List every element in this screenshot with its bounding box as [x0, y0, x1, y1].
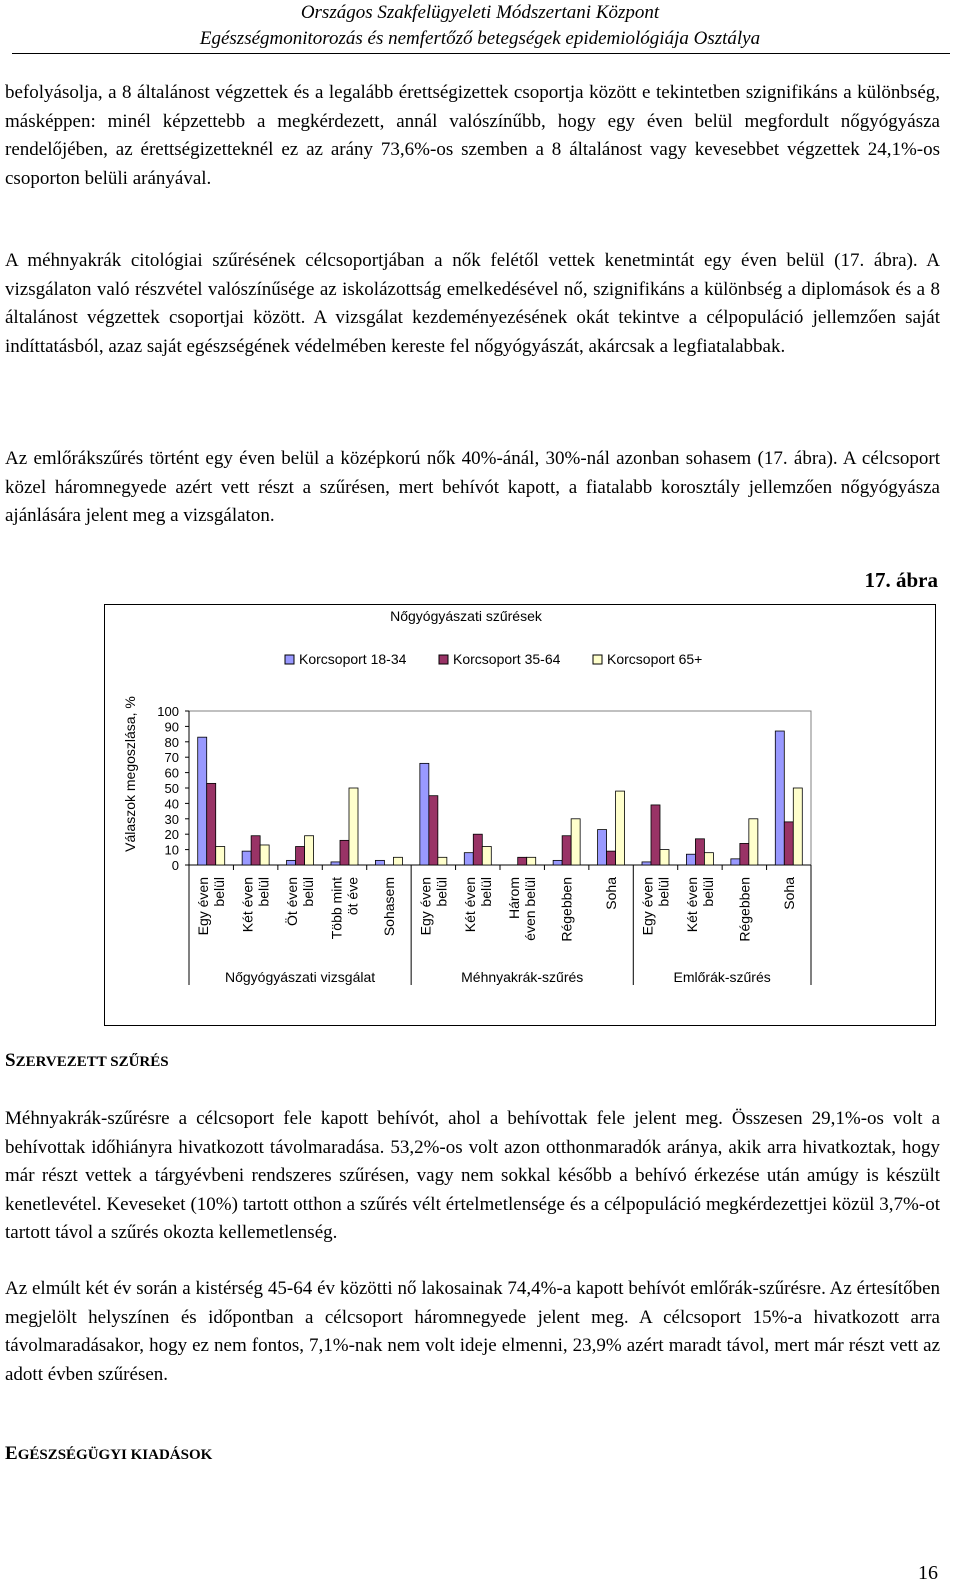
bar [651, 805, 660, 865]
bar [287, 860, 296, 865]
section-2-initial: E [5, 1443, 18, 1464]
page-header [0, 0, 960, 52]
y-tick-label: 20 [164, 827, 179, 843]
group-label: Emlőrák-szűrés [673, 969, 771, 985]
y-tick-label: 100 [157, 704, 179, 719]
legend-label-1: Korcsoport 18-34 [299, 651, 407, 667]
bar [704, 853, 713, 865]
bar [642, 862, 651, 865]
paragraph-4: Méhnyakrák-szűrésre a célcsoport fele kapott behívót, ahol a behívottak fele jelent meg. Összesen 29,1%-os volt a behívottak időhiányra hivatkozott távolmaradása. 53,2%-os volt azon otthonmaradók aránya, akik arra hivatkoztak, hogy már részt vettek a tárgyévbeni rendszeres szűrésen, vagy nem sokkal később a behívó érkezése után amúgy is készült kenetlevétel. Keveseket (10%) tartott otthon a szűrés vélt értelmetlensége és a célpopuláció megkérdezettjei közül 3,7%-ot tartott távol a szűrés okozta kellemetlenség. [5, 1108, 940, 1243]
y-tick-label: 0 [171, 858, 179, 873]
bar [775, 731, 784, 865]
bar [731, 859, 740, 865]
legend-swatch-3 [593, 655, 602, 664]
legend-swatch-1 [285, 655, 294, 664]
legend-swatch-2 [439, 655, 448, 664]
bar [607, 851, 616, 865]
bar [429, 796, 438, 865]
header-line-2: Egészségmonitorozás és nemfertőző betegségek epidemiológiája Osztálya [199, 28, 761, 49]
x-tick-label: éven belül [522, 877, 539, 941]
bar [784, 822, 793, 865]
bar [562, 836, 571, 865]
y-tick-label: 70 [164, 750, 179, 766]
x-tick-label: Régebben [736, 877, 753, 942]
y-tick-label: 10 [164, 842, 179, 858]
bar [695, 839, 704, 865]
header-line-1: Országos Szakfelügyeleti Módszertani Központ [300, 2, 660, 23]
section-heading-health-expenditure [5, 1443, 212, 1465]
bar [242, 851, 251, 865]
bar [660, 850, 669, 865]
section-2-rest: GÉSZSÉGÜGYI KIADÁSOK [17, 1447, 213, 1463]
x-tick-label: belül [699, 877, 716, 907]
group-label: Nőgyógyászati vizsgálat [224, 969, 376, 985]
bar [616, 791, 625, 865]
paragraph-3: Az emlőrákszűrés történt egy éven belül a középkorú nők 40%-ánál, 30%-nál azonban sohasem (17. ábra). A célcsoport közel háromnegyede azért vett részt a szűrésen, mert behívót kapott, a fiatalabb korosztály jellemzően nőgyógyásza ajánlására jelent meg a vizsgálaton. [5, 448, 940, 526]
y-axis-label: Válaszok megoszlása, % [122, 696, 138, 852]
x-tick-label: Soha [603, 877, 620, 910]
paragraph-5: Az elmúlt két év során a kistérség 45-64 év közötti nő lakosainak 74,4%-a kapott behívót emlőrák-szűrésre. Az értesítőben megjelölt helyszínen és időpontban a célcsoport háromnegyede jelent meg. A célcsoport 15%-a hivatkozott arra távolmaradásakor, hogy ez nem fontos, 7,1%-nak nem volt ideje elmenni, 23,9% azért maradt távol, mert már részt vett az adott évben szűrésen. [5, 1278, 940, 1385]
bar [198, 737, 207, 865]
paragraph-1: befolyásolja, a 8 általánost végzettek és a legalább érettségizettek csoportja között e tekintetben szignifikáns a különbség, másképpen: minél képzettebb a megkérdezett, annál valószínűbb, hogy egy éven belül megfordult nőgyógyásza rendelőjében, az érettségizetteknél ez az arány 73,6%-os szemben a 8 általánost vagy kevesebbet végzettek 24,1%-os csoporton belüli arányával. [5, 82, 940, 189]
bar [438, 857, 447, 865]
x-tick-label: belül [211, 877, 228, 907]
x-tick-label: Több mint [328, 877, 345, 940]
x-tick-label: belül [433, 877, 450, 907]
chart-title: Nőgyógyászati szűrések [390, 608, 542, 624]
y-tick-label: 30 [164, 811, 179, 827]
header-divider [12, 53, 950, 54]
y-tick-label: 60 [164, 765, 179, 781]
x-tick-label: Két éven [239, 877, 256, 933]
bar [482, 847, 491, 865]
bar [518, 857, 527, 865]
x-tick-label: Régebben [558, 877, 575, 942]
bar [340, 840, 349, 865]
bar [349, 788, 358, 865]
bar [296, 847, 305, 865]
section-1-rest: ZERVEZETT SZŰRÉS [15, 1054, 169, 1070]
bar [216, 847, 225, 865]
x-tick-label: belül [300, 877, 317, 907]
bar [571, 819, 580, 865]
x-tick-label: Egy éven [417, 877, 434, 936]
x-tick-label: Öt éven [284, 877, 301, 927]
y-tick-label: 50 [164, 781, 179, 796]
section-1-initial: S [5, 1050, 16, 1071]
page-number: 16 [918, 1562, 938, 1584]
bar [473, 834, 482, 865]
x-tick-label: Sohasem [380, 877, 397, 937]
x-tick-label: belül [477, 877, 494, 907]
x-tick-label: Soha [780, 877, 797, 910]
bar-chart [105, 605, 935, 1025]
bar [686, 854, 695, 865]
bar [251, 836, 260, 865]
bar [527, 857, 536, 865]
x-tick-label: Két éven [683, 877, 700, 933]
legend-label-2: Korcsoport 35-64 [453, 651, 561, 667]
bar [375, 860, 384, 865]
chart-container [104, 604, 936, 1026]
y-tick-label: 40 [164, 796, 179, 812]
bar [553, 860, 562, 865]
bar [305, 836, 314, 865]
bar [793, 788, 802, 865]
bar [598, 830, 607, 865]
plot-area [189, 711, 811, 865]
x-tick-label: Három [506, 877, 523, 920]
group-label: Méhnyakrák-szűrés [461, 969, 584, 985]
y-tick-label: 80 [164, 734, 179, 750]
legend-label-3: Korcsoport 65+ [607, 651, 703, 667]
y-tick-label: 90 [164, 719, 179, 735]
x-tick-label: öt éve [344, 877, 361, 916]
x-tick-label: belül [255, 877, 272, 907]
x-tick-label: Egy éven [639, 877, 656, 936]
bar [260, 845, 269, 865]
x-tick-label: Két éven [461, 877, 478, 933]
bar [749, 819, 758, 865]
section-heading-organized-screening [5, 1050, 169, 1072]
figure-label: 17. ábra [864, 568, 938, 592]
bar [464, 853, 473, 865]
bar [207, 783, 216, 865]
bar [420, 763, 429, 865]
bar [393, 857, 402, 865]
x-tick-label: belül [655, 877, 672, 907]
bar [331, 862, 340, 865]
paragraph-2: A méhnyakrák citológiai szűrésének célcsoportjában a nők felétől vettek kenetmintát egy éven belül (17. ábra). A vizsgálaton való részvétel valószínűsége az iskolázottság emelkedésével nő, szignifikáns a különbség a diplomások és a 8 általánost végzettek csoportjai között. A vizsgálat kezdeményezésének okát tekintve a célpopuláció jellemzően saját indíttatásból, azaz saját egészségének védelmében kereste fel nőgyógyászát, akárcsak a legfiatalabbak. [5, 250, 940, 357]
bar [740, 843, 749, 865]
x-tick-label: Egy éven [195, 877, 212, 936]
